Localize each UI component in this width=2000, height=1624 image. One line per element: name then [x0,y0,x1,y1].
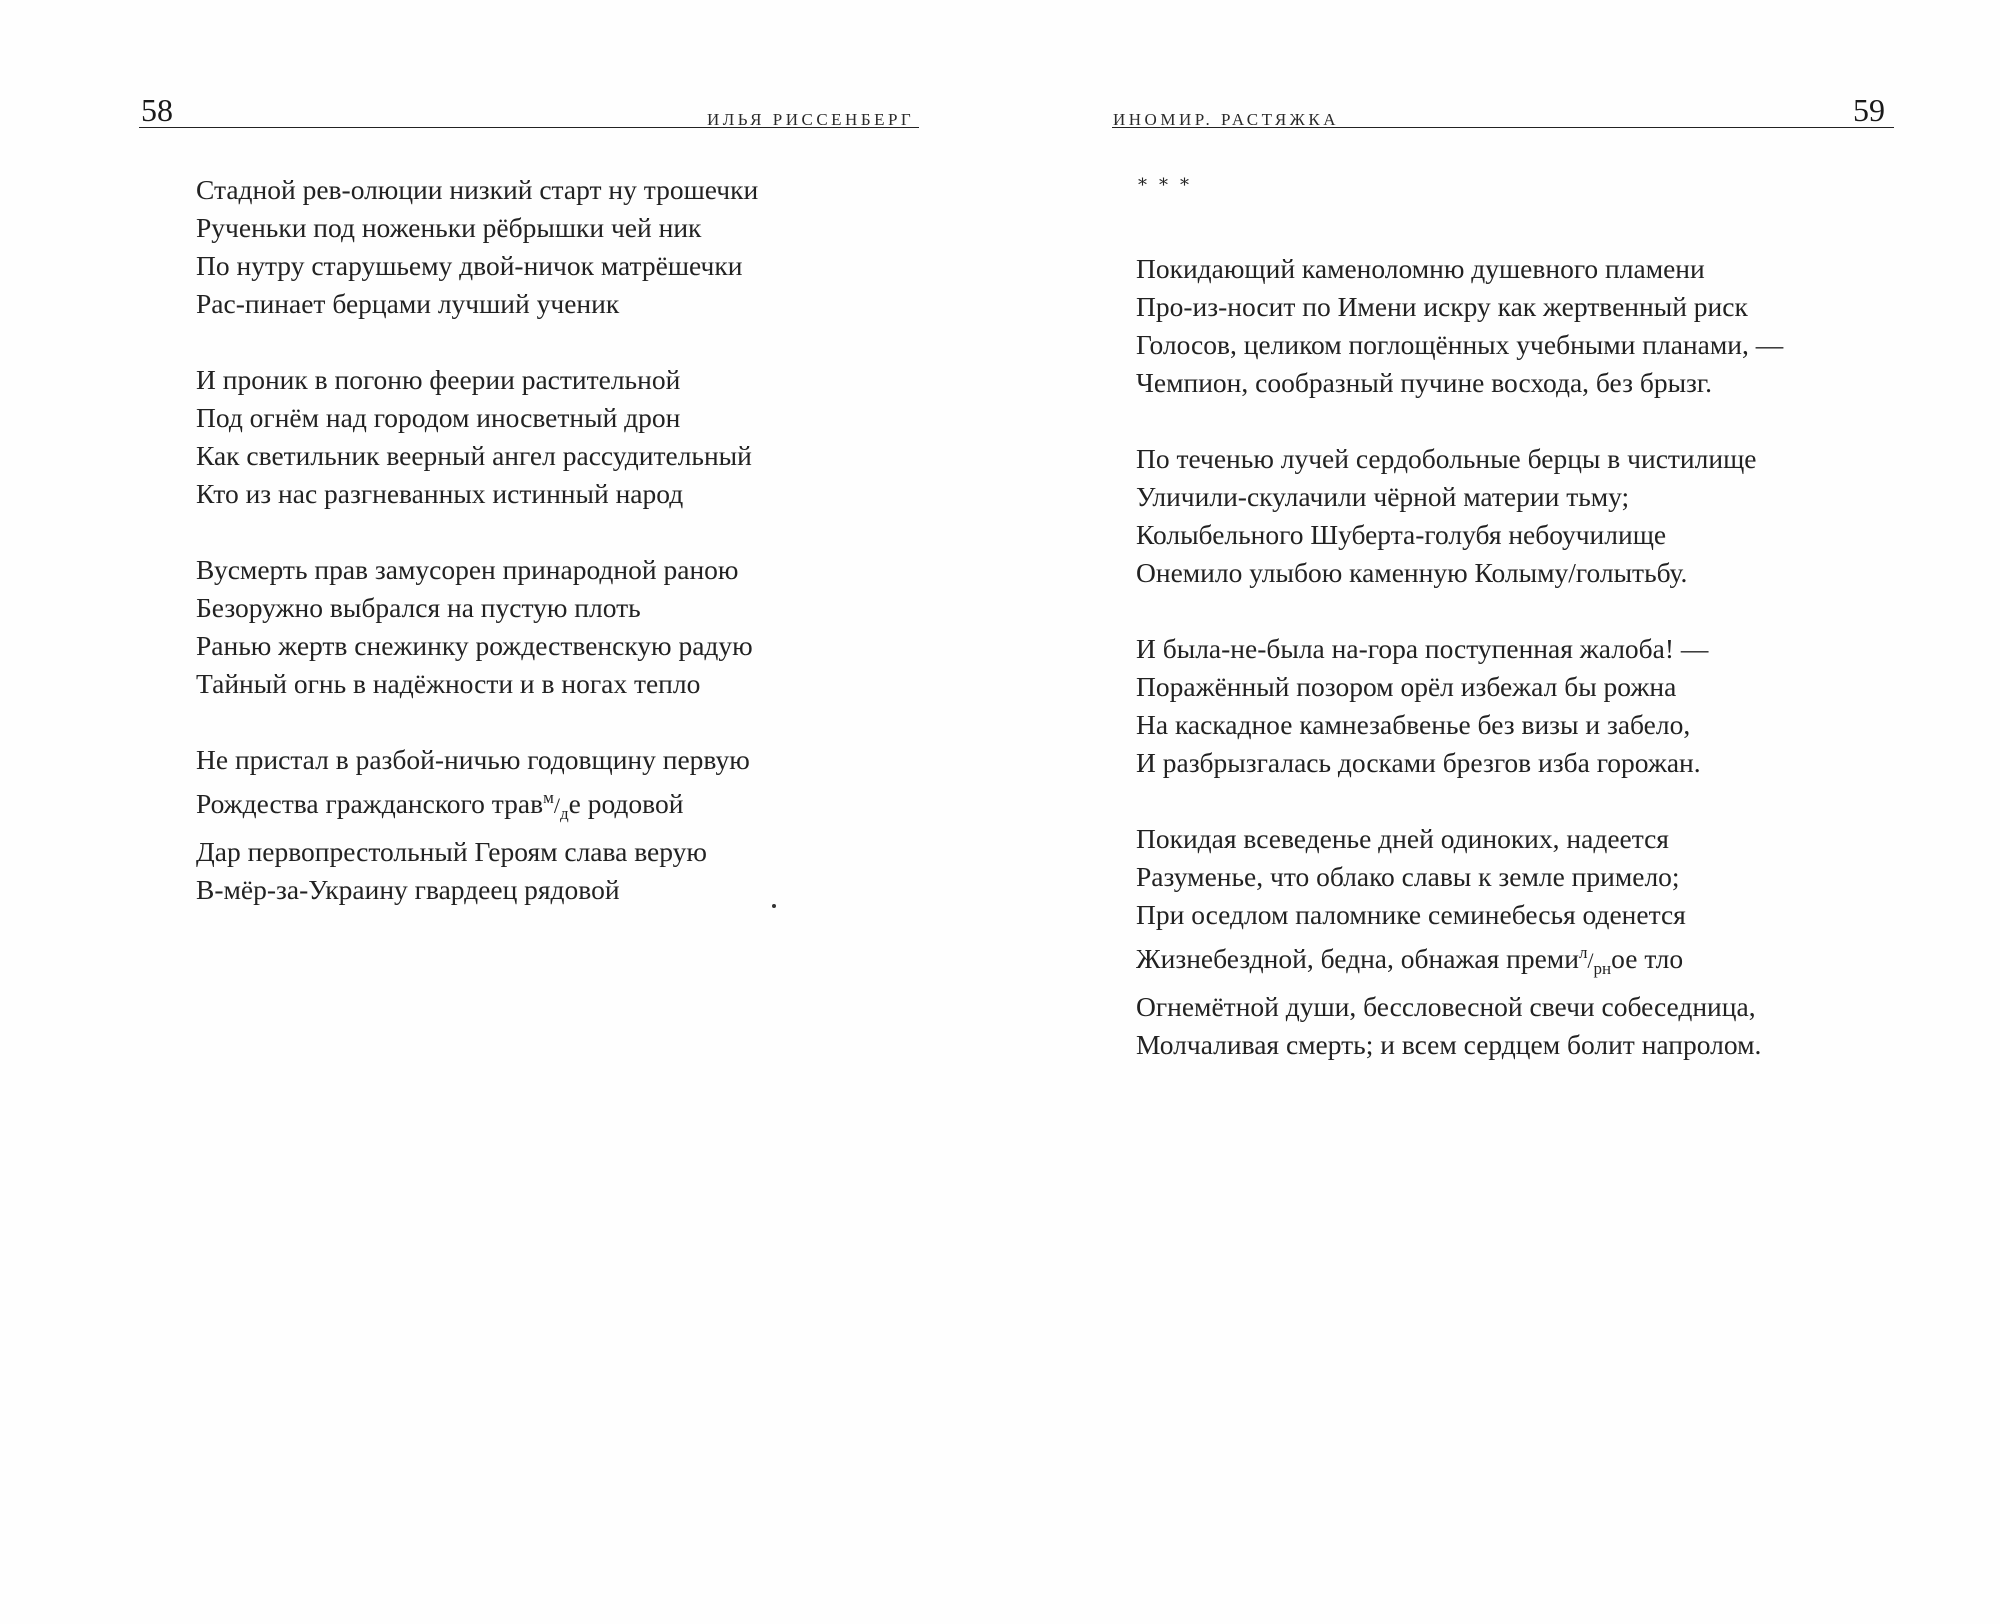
poem-line: Тайный огнь в надёжности и в ногах тепло [196,668,701,699]
stanza [196,741,936,909]
poem-line: Ранью жертв снежинку рождественскую радую [196,630,753,661]
stanza [1136,250,1896,402]
line-text: Жизнебездной, бедна, обнажая преми [1136,943,1579,974]
poem-line: В-мёр-за-Украину гвардеец рядовой [196,874,620,905]
poem-line: Не пристал в разбой-ничью годовщину первую [196,744,750,775]
poem-line-variant [196,779,936,833]
poem-line: Дар первопрестольный Героям слава верую [196,836,707,867]
poem-line: По теченью лучей сердобольные берцы в чистилище [1136,443,1757,474]
line-text: ое тло [1611,943,1684,974]
poem-line: Вусмерть прав замусорен принародной раною [196,554,739,585]
stanza [1136,630,1896,782]
stanza [196,361,936,513]
right-page [1000,0,2000,1624]
variant-superscript: л [1578,943,1588,962]
variant-slash: / [1587,948,1594,973]
poem-line: Уличили-скулачили чёрной материи тьму; [1136,481,1630,512]
poem-line: Покидая всеведенье дней одиноких, надеется [1136,823,1669,854]
poem-line-variant [1136,934,1896,988]
stanza [1136,440,1896,592]
poem-line: Рученьки под ноженьки рёбрышки чей ник [196,212,702,243]
page-number: 59 [1853,92,1885,128]
line-text: е родовой [568,788,684,819]
poem-line: Поражённый позором орёл избежал бы рожна [1136,671,1677,702]
poem-line: И проник в погоню феерии растительной [196,364,681,395]
variant-superscript: м [543,788,554,807]
stanza [196,171,936,323]
page-number: 58 [141,92,173,128]
poem-line: И разбрызгалась досками брезгов изба горожан. [1136,747,1701,778]
variant-subscript: рн [1593,959,1612,978]
poem-line: Под огнём над городом иносветный дрон [196,402,681,433]
header-rule [1112,127,1894,128]
poem-line: Рас-пинает берцами лучший ученик [196,288,620,319]
poem-line: По нутру старушьему двой-ничок матрёшечки [196,250,743,281]
poem-line: Онемило улыбою каменную Колыму/голытьбу. [1136,557,1688,588]
poem-line: Огнемётной души, бессловесной свечи собеседница, [1136,991,1756,1022]
poem-line: Молчаливая смерть; и всем сердцем болит напролом. [1136,1029,1762,1060]
poem-line: Как светильник веерный ангел рассудительный [196,440,752,471]
poem-text [1136,250,1896,1102]
poem-line: Покидающий каменоломню душевного пламени [1136,253,1705,284]
poem-line: Безоружно выбрался на пустую плоть [196,592,641,623]
poem-line: Чемпион, сообразный пучине восхода, без брызг. [1136,367,1712,398]
poem-line: Стадной рев-олюции низкий старт ну трошечки [196,174,759,205]
ink-speck [772,904,776,908]
asterism: *** [1138,175,1201,196]
variant-subscript: д [559,804,569,823]
variant-slash: / [553,793,560,818]
stanza [1136,820,1896,1064]
poem-line: Про-из-носит по Имени искру как жертвенный риск [1136,291,1748,322]
poem-line: На каскадное камнезабвенье без визы и забело, [1136,709,1691,740]
header-rule [139,127,919,128]
poem-line: И была-не-была на-гора поступенная жалоба! — [1136,633,1709,664]
poem-text [196,171,936,947]
stanza [196,551,936,703]
poem-line: При оседлом паломнике семинебесья оденется [1136,899,1686,930]
poem-line: Кто из нас разгневанных истинный народ [196,478,684,509]
running-head-title: ИНОМИР. РАСТЯЖКА [1113,110,1340,129]
poem-line: Голосов, целиком поглощённых учебными планами, — [1136,329,1784,360]
running-head-author: ИЛЬЯ РИССЕНБЕРГ [707,110,915,129]
line-text: Рождества гражданского трав [196,788,544,819]
poem-line: Колыбельного Шуберта-голубя небоучилище [1136,519,1667,550]
poem-line: Разуменье, что облако славы к земле примело; [1136,861,1680,892]
